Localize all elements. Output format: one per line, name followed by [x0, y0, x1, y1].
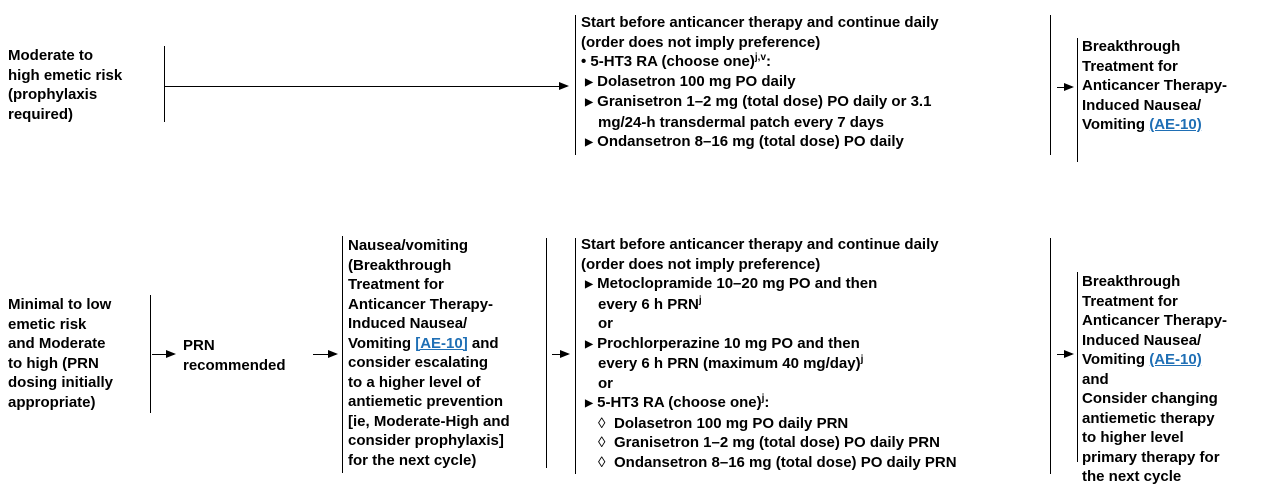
triangle-bullet-icon: ▶: [585, 97, 593, 108]
triangle-bullet-icon: ▶: [585, 338, 593, 350]
row1-breakthrough-border: [1077, 38, 1078, 162]
triangle-bullet-icon: ▶: [585, 279, 593, 290]
row2-risk-divider: [150, 295, 151, 413]
row2-nausea-left-border: [342, 236, 343, 473]
row2-nausea-block: Nausea/vomiting (Breakthrough Treatment for Anticancer Therapy- Induced Nausea/ Vomiting [AE-10] and consider escalating to a higher level of antiemetic prevention [ie, Moderate-High and consider prophylaxis] for the next cycle): [348, 237, 510, 469]
row2-breakthrough-block: Breakthrough Treatment for Anticancer Therapy- Induced Nausea/ Vomiting (AE-10) and Consider changing antiemetic therapy to higher level primary therapy for the next cycle: [1082, 273, 1228, 485]
row1-regimen-left-border: [575, 15, 576, 155]
row1-arrow-to-breakthrough: [1057, 87, 1072, 88]
row1-item-dolasetron: ▶ Dolasetron 100 mg PO daily: [581, 72, 939, 93]
diamond-bullet-icon: ◊: [598, 453, 606, 471]
row1-item-granisetron: ▶ Granisetron 1–2 mg (total dose) PO daily or 3.1: [581, 92, 939, 113]
row1-item-granisetron-cont: mg/24-h transdermal patch every 7 days: [598, 113, 884, 131]
row2-regimen-block: Start before anticancer therapy and continue daily (order does not imply preference) ▶ Metoclopramide 10–20 mg PO and then every 6 h PRN$^j$ or ▶ Prochlorperazine 10 mg PO and then every 6 h PRN (maximum 40 mg/day)$^j$ or ▶ 5-HT3 RA (choose one)$^j$: ◊ Dolasetron 100 mg PO daily PRN ◊ Granisetron 1–2 mg (total dose) PO daily PRN ◊ Ondansetron 8–16 mg (total dose) PO daily PRN: [581, 236, 957, 471]
row2-nausea-right-border: [546, 238, 547, 468]
row2-breakthrough-border: [1077, 272, 1078, 462]
triangle-bullet-icon: ▶: [585, 137, 593, 148]
row1-arrow-to-regimen: [165, 86, 567, 87]
row2-item-metoclopramide: ▶ Metoclopramide 10–20 mg PO and then: [581, 274, 957, 295]
row1-item-ondansetron: ▶ Ondansetron 8–16 mg (total dose) PO daily: [581, 132, 939, 153]
ae10-link[interactable]: (AE-10): [1149, 351, 1202, 368]
row1-regimen-right-border: [1050, 15, 1051, 155]
row2-regimen-left-border: [575, 238, 576, 474]
ae10-link[interactable]: (AE-10): [1149, 116, 1202, 133]
row2-arrow-to-nausea: [313, 354, 336, 355]
ae10-link[interactable]: [AE-10]: [415, 334, 468, 352]
triangle-bullet-icon: ▶: [585, 76, 593, 88]
row2-item-prochlorperazine: ▶ Prochlorperazine 10 mg PO and then: [581, 334, 957, 355]
row2-risk-label: Minimal to low emetic risk and Moderate to high (PRN dosing initially appropriate): [8, 296, 114, 411]
row2-item-5ht3: ▶ 5-HT3 RA (choose one)$^j$:: [581, 393, 957, 414]
row2-arrow-to-breakthrough: [1057, 354, 1072, 355]
row1-breakthrough-block: Breakthrough Treatment for Anticancer Therapy- Induced Nausea/ Vomiting (AE-10): [1082, 38, 1228, 133]
diamond-bullet-icon: ◊: [598, 434, 606, 451]
row2-arrow-to-prn: [152, 354, 174, 355]
row1-5ht3-group: • 5-HT3 RA (choose one)$^{j,v}$:: [581, 52, 772, 70]
row1-regimen-block: Start before anticancer therapy and continue daily (order does not imply preference) • 5-HT3 RA (choose one)$^{j,v}$: ▶ Dolasetron 100 mg PO daily ▶ Granisetron 1–2 mg (total dose) PO daily or 3.1 mg/24-h transdermal patch every 7 days ▶ Ondansetron 8–16 mg (total dose) PO daily: [581, 13, 939, 153]
row2-regimen-right-border: [1050, 238, 1051, 474]
row2-prn-label: PRN recommended: [183, 337, 286, 374]
row1-risk-label: Moderate to high emetic risk (prophylaxis required): [8, 47, 123, 123]
row1-risk-divider: [164, 46, 165, 122]
triangle-bullet-icon: ▶: [585, 398, 593, 409]
diamond-bullet-icon: ◊: [598, 414, 606, 432]
row2-arrow-to-regimen: [552, 354, 568, 355]
